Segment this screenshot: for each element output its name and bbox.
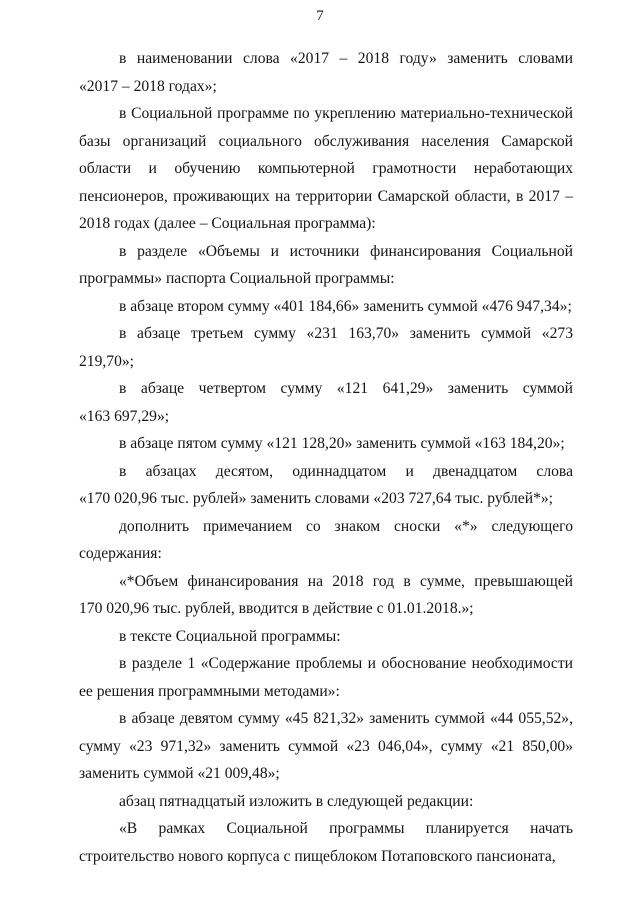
paragraph-line: абзац пятнадцатый изложить в следующей редакции: xyxy=(119,792,474,810)
paragraph-line: «170 020,96 тыс. рублей» заменить словами «203 727,64 тыс. рублей*»; xyxy=(79,490,554,507)
paragraph-line: строительство нового корпуса с пищеблоком Потаповского пансионата, xyxy=(79,847,556,865)
paragraph-line: в наименовании слова «2017 – 2018 году» заменить словами xyxy=(119,50,573,67)
paragraph-line: области и обучению компьютерной грамотности неработающих xyxy=(79,160,573,177)
paragraph-line: в абзаце пятом сумму «121 128,20» заменить суммой «163 184,20»; xyxy=(119,435,565,452)
paragraph-line: программы» паспорта Социальной программы: xyxy=(79,270,395,287)
paragraph-line: заменить суммой «21 009,48»; xyxy=(79,765,280,782)
paragraph-line: 170 020,96 тыс. рублей, вводится в действие с 01.01.2018.»; xyxy=(79,600,474,617)
paragraph xyxy=(79,293,573,321)
paragraph-line: в Социальной программе по укреплению материально-технической xyxy=(119,105,573,122)
document-body xyxy=(79,45,573,870)
paragraph-line: «2017 – 2018 годах»; xyxy=(79,77,217,95)
paragraph-line: в тексте Социальной программы: xyxy=(119,627,341,645)
paragraph-line: ее решения программными методами»: xyxy=(79,682,340,700)
paragraph-line: в абзаце втором сумму «401 184,66» заменить суммой «476 947,34»; xyxy=(119,297,572,315)
paragraph xyxy=(79,650,573,705)
paragraph-line: пенсионеров, проживающих на территории Самарской области, в 2017 – xyxy=(79,187,573,205)
paragraph xyxy=(79,788,573,816)
paragraph-line: содержания: xyxy=(79,545,162,562)
paragraph xyxy=(79,375,573,430)
paragraph xyxy=(79,430,573,458)
paragraph-line: «В рамках Социальной программы планируется начать xyxy=(119,820,573,837)
paragraph xyxy=(79,705,573,788)
paragraph-line: в разделе «Объемы и источники финансирования Социальной xyxy=(119,242,573,260)
paragraph xyxy=(79,568,573,623)
paragraph xyxy=(79,100,573,238)
paragraph-line: «163 697,29»; xyxy=(79,407,170,425)
paragraph xyxy=(79,458,573,513)
paragraph-line: «*Объем финансирования на 2018 год в сумме, превышающей xyxy=(119,572,573,590)
paragraph-line: в абзаце четвертом сумму «121 641,29» заменить суммой xyxy=(119,380,573,397)
paragraph xyxy=(79,320,573,375)
paragraph-line: дополнить примечанием со знаком сноски «*» следующего xyxy=(119,517,573,535)
paragraph-line: в абзаце третьем сумму «231 163,70» заменить суммой «273 219,70»; xyxy=(79,325,573,370)
paragraph-line: в абзаце девятом сумму «45 821,32» заменить суммой «44 055,52», xyxy=(119,710,573,727)
paragraph xyxy=(79,623,573,651)
paragraph xyxy=(79,815,573,870)
paragraph xyxy=(79,45,573,100)
paragraph-line: в абзацах десятом, одиннадцатом и двенадцатом слова xyxy=(119,462,573,480)
page-number: 7 xyxy=(316,8,324,24)
paragraph xyxy=(79,238,573,293)
paragraph-line: сумму «23 971,32» заменить суммой «23 046,04», сумму «21 850,00» xyxy=(79,737,573,755)
paragraph-line: в разделе 1 «Содержание проблемы и обоснование необходимости xyxy=(119,655,573,672)
paragraph xyxy=(79,513,573,568)
paragraph-line: 2018 годах (далее – Социальная программа): xyxy=(79,215,376,232)
paragraph-line: базы организаций социального обслуживания населения Самарской xyxy=(79,132,573,150)
